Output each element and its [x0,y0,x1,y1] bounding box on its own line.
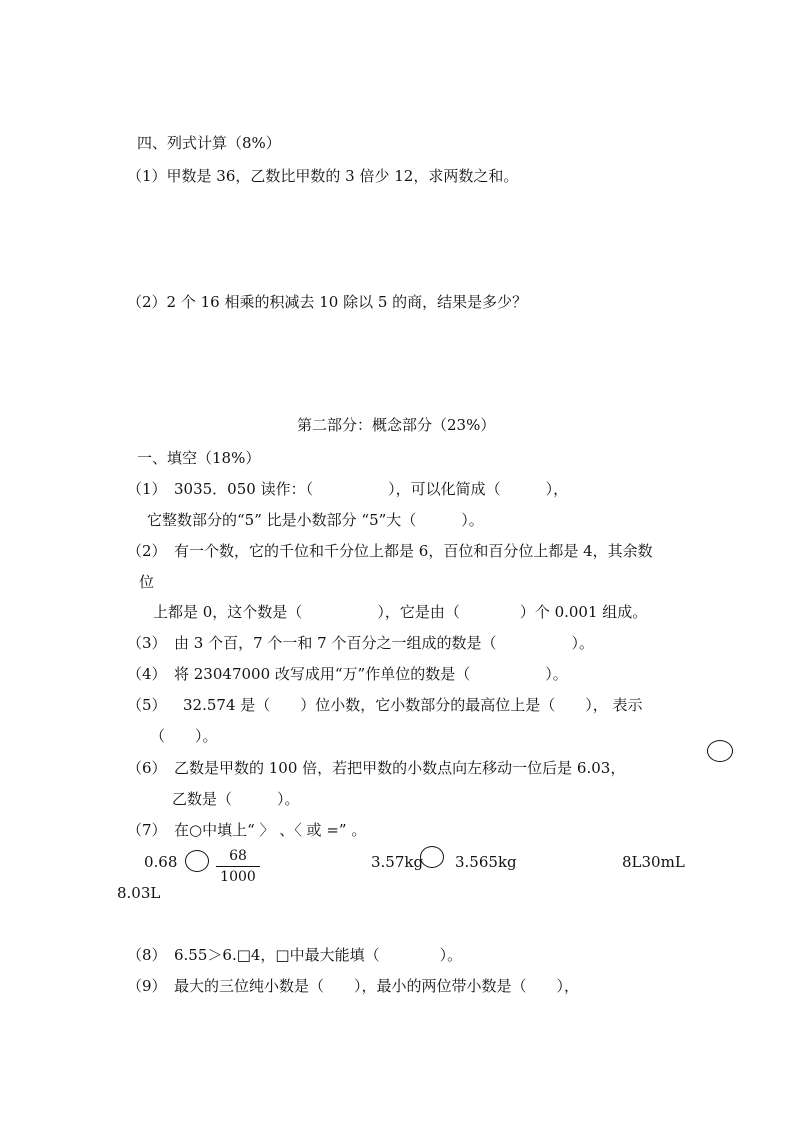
item-7-number: （7） [127,821,167,839]
compare-a-circle[interactable] [185,850,209,872]
item-2-continuation: 位 [139,573,155,591]
item-6-text: 乙数是甲数的 100 倍，若把甲数的小数点向左移动一位后是 6.03， [174,759,626,777]
subsection-fill-blank: 一、填空（18%） [137,449,261,467]
item-8-text: 6.55＞6.□4，□中最大能填（ ）。 [174,946,463,964]
item-3-number: （3） [127,634,167,652]
answer-circle [707,740,733,762]
item-1-continuation: 它整数部分的“5” 比是小数部分 “5”大（ ）。 [147,511,484,529]
item-5-text: 32.574 是（ ）位小数，它小数部分的最高位上是（ ）， 表示 [183,696,643,714]
compare-a-fraction [216,847,260,886]
item-9-number: （9） [127,977,167,995]
item-1-text: 3035．050 读作：（ ），可以化简成（ ）， [174,480,569,498]
item-6-number: （6） [127,759,167,777]
part2-title: 第二部分：概念部分（23%） [297,416,496,434]
section-title-4: 四、列式计算（8%） [137,134,281,152]
item-4-number: （4） [127,665,167,683]
item-6-continuation: 乙数是（ ）。 [172,790,300,808]
fraction-numerator: 68 [216,847,260,867]
item-2-text: 有一个数，它的千位和千分位上都是 6，百位和百分位上都是 4，其余数 [174,542,653,560]
question-2: （2）2 个 16 相乘的积减去 10 除以 5 的商，结果是多少？ [127,293,528,311]
item-7-text: 在○中填上“ 〉 、〈 或 =” 。 [174,821,367,839]
question-1: （1）甲数是 36，乙数比甲数的 3 倍少 12，求两数之和。 [127,167,519,185]
compare-c-left: 8L30mL [622,853,685,871]
compare-b-left: 3.57kg [371,853,424,871]
item-5-number: （5） [127,696,167,714]
item-2-continuation-2: 上都是 0，这个数是（ ），它是由（ ）个 0.001 组成。 [153,603,648,621]
compare-b-right: 3.565kg [455,853,517,871]
item-9-text: 最大的三位纯小数是（ ），最小的两位带小数是（ ）， [174,977,580,995]
compare-b-circle[interactable] [420,846,444,868]
fraction-denominator: 1000 [220,869,256,885]
item-3-text: 由 3 个百，7 个一和 7 个百分之一组成的数是（ ）。 [174,634,594,652]
compare-c-right: 8.03L [117,884,161,902]
item-5-continuation: （ ）。 [150,727,218,745]
item-1-number: （1） [127,480,167,498]
item-8-number: （8） [127,946,167,964]
item-4-text: 将 23047000 改写成用“万”作单位的数是（ ）。 [174,665,568,683]
compare-a-left: 0.68 [144,853,178,871]
item-2-number: （2） [127,542,167,560]
